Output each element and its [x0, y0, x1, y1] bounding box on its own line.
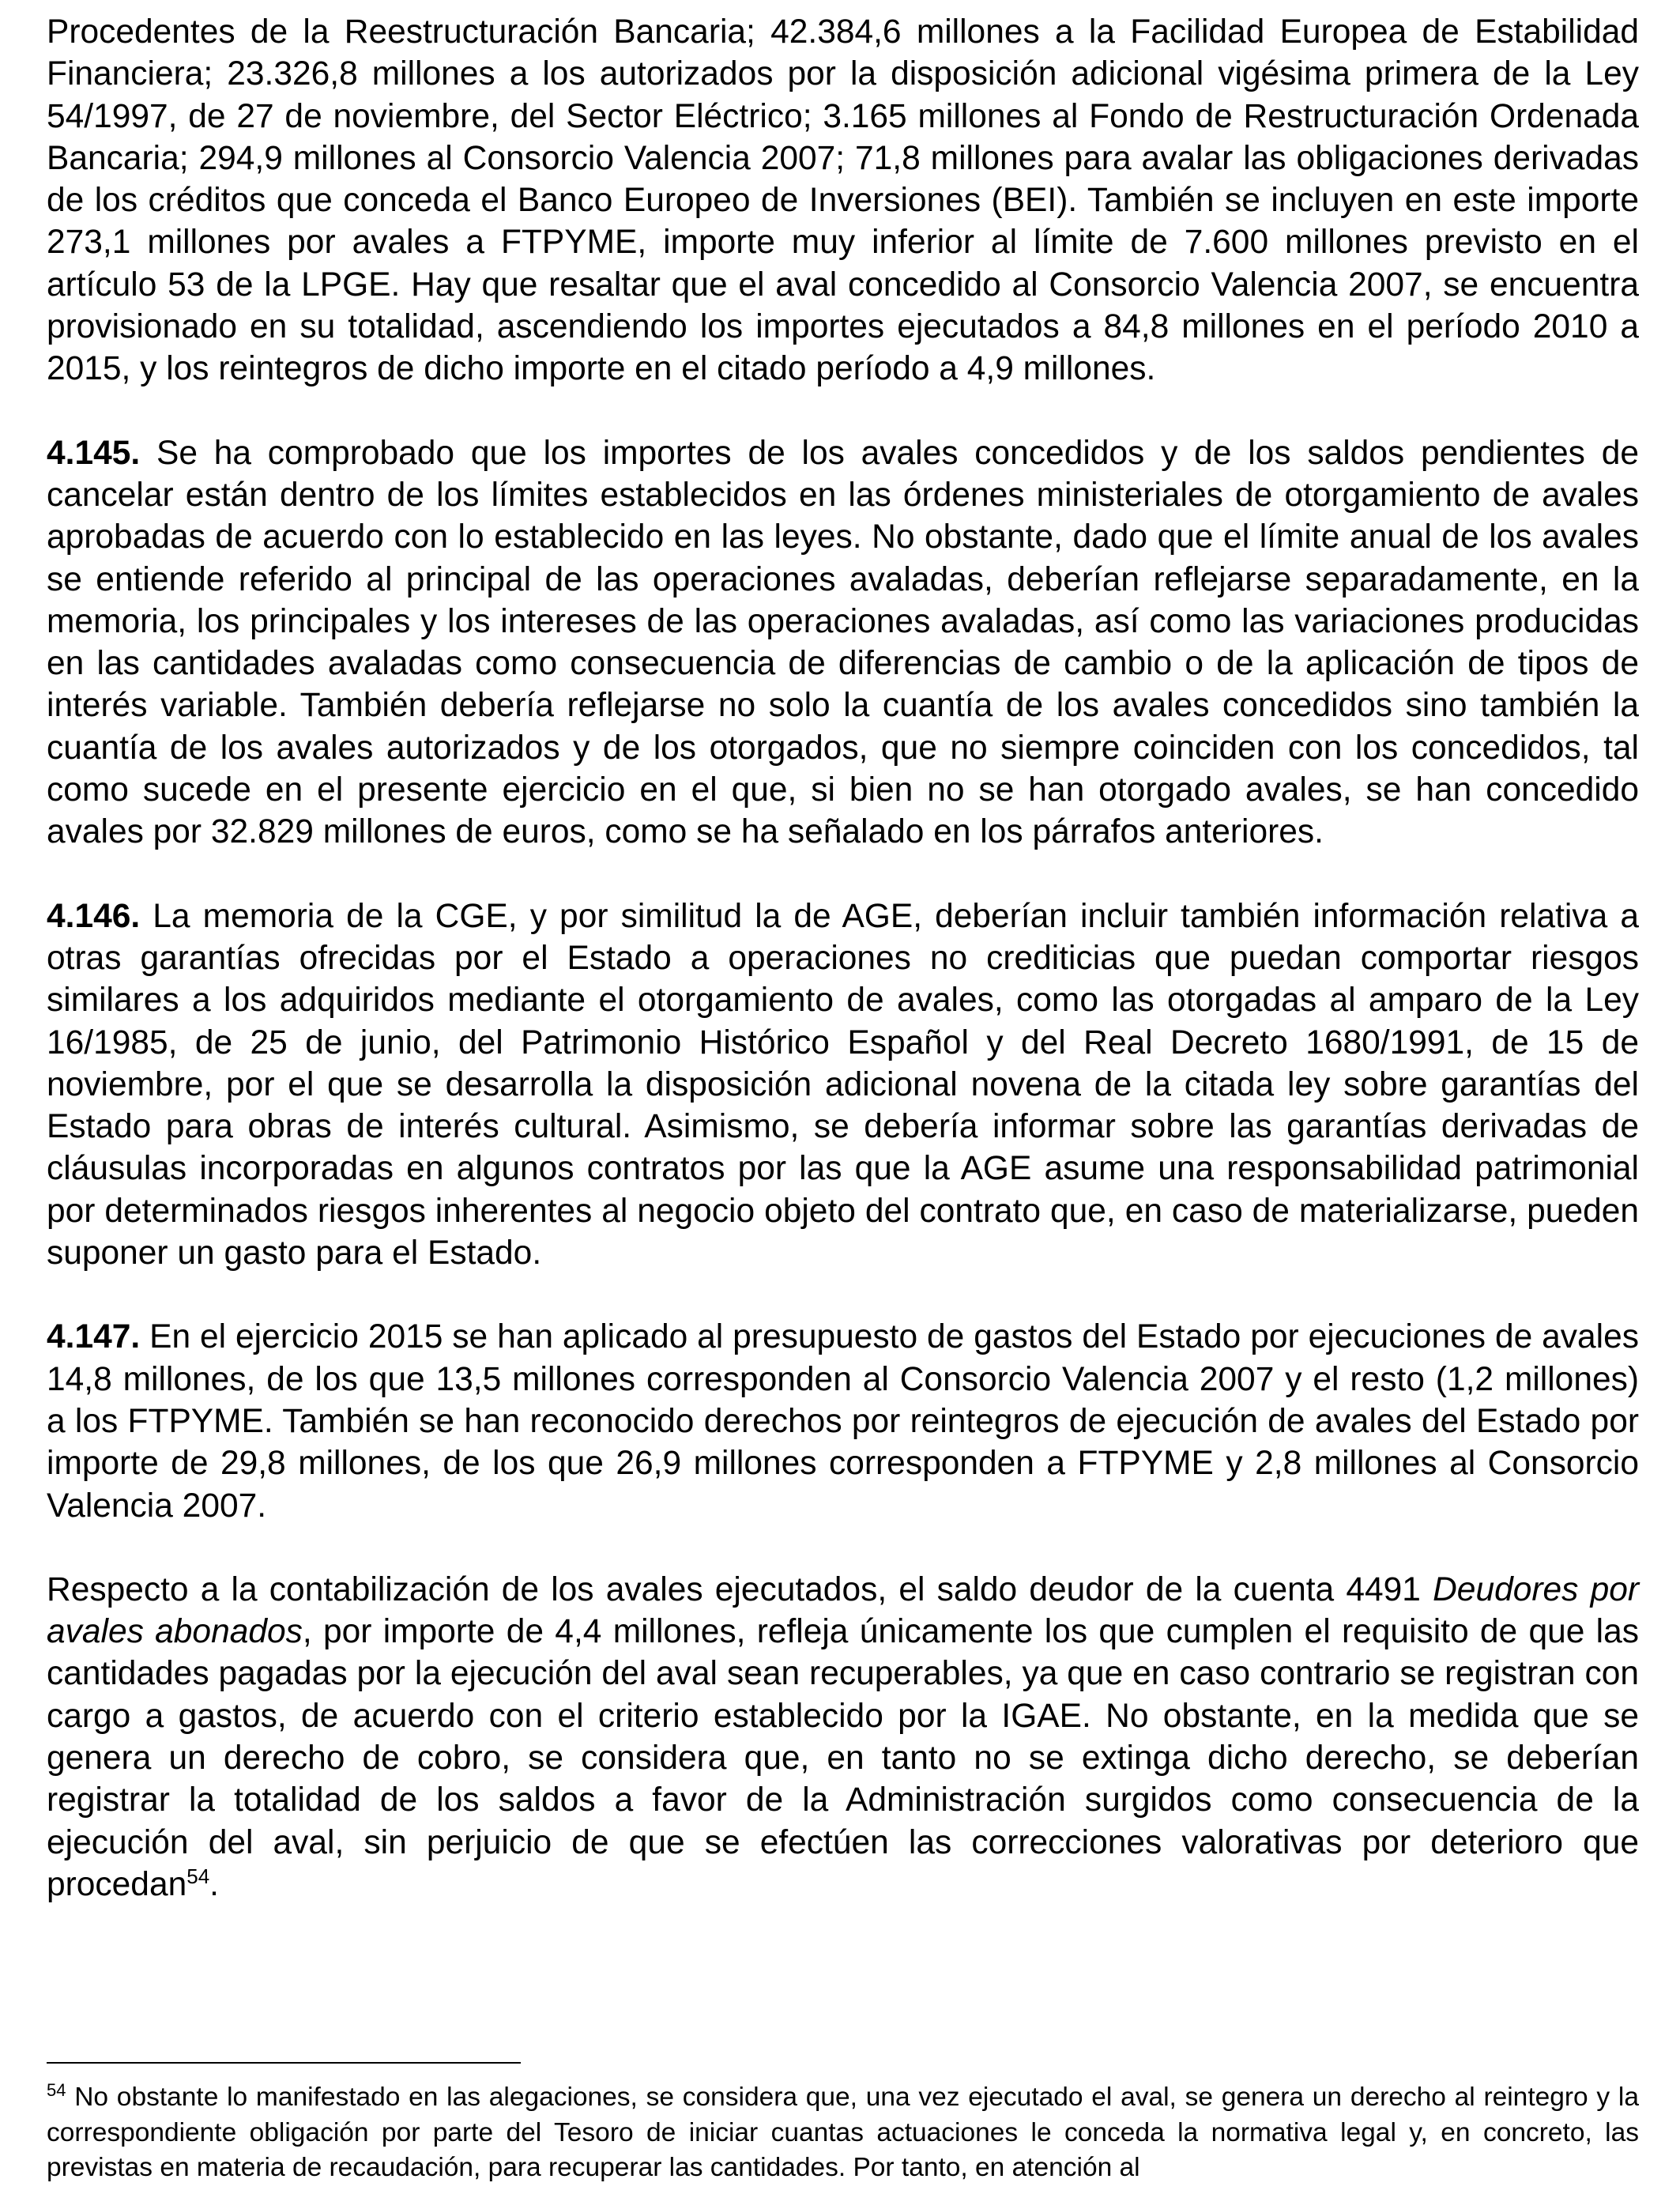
footnote-text: No obstante lo manifestado en las alegaciones, se considera que, una vez ejecutado el aval, se genera un derecho al reintegro y la correspondiente obligación por parte del Tesoro de iniciar cuantas actuaciones le conceda la normativa legal y, en concreto, las previstas en materia de recaudación, para recuperar las cantidades. Por tanto, en atención al — [47, 2083, 1639, 2182]
paragraph-4-145 — [47, 432, 1639, 854]
footnote-reference[interactable]: 54 — [186, 1864, 210, 1888]
paragraph-text: La memoria de la CGE, y por similitud la de AGE, deberían incluir también información relativa a otras garantías ofrecidas por el Estado a operaciones no crediticias que puedan comportar riesgos similares a los adquiridos mediante el otorgamiento de avales, como las otorgadas al amparo de la Ley 16/1985, de 25 de junio, del Patrimonio Histórico Español y del Real Decreto 1680/1991, de 15 de noviembre, por el que se desarrolla la disposición adicional novena de la citada ley sobre garantías del Estado para obras de interés cultural. Asimismo, se debería informar sobre las garantías derivadas de cláusulas incorporadas en algunos contratos por las que la AGE asume una responsabilidad patrimonial por determinados riesgos inherentes al negocio objeto del contrato que, en caso de materializarse, pueden suponer un gasto para el Estado. — [47, 897, 1639, 1272]
paragraph-number: 4.145. — [47, 434, 141, 472]
paragraph-text: En el ejercicio 2015 se han aplicado al presupuesto de gastos del Estado por ejecuciones de avales 14,8 millones, de los que 13,5 millones corresponden al Consorcio Valencia 2007 y el resto (1,2 millones) a los FTPYME. También se han reconocido derechos por reintegros de ejecución de avales del Estado por importe de 29,8 millones, de los que 26,9 millones corresponden a FTPYME y 2,8 millones al Consorcio Valencia 2007. — [47, 1318, 1639, 1525]
document-body — [47, 11, 1639, 1947]
paragraph-text: Procedentes de la Reestructuración Bancaria; 42.384,6 millones a la Facilidad Europea de Estabilidad Financiera; 23.326,8 millones a los autorizados por la disposición adicional vigésima primera de la Ley 54/1997, de 27 de noviembre, del Sector Eléctrico; 3.165 millones al Fondo de Restructuración Ordenada Bancaria; 294,9 millones al Consorcio Valencia 2007; 71,8 millones para avalar las obligaciones derivadas de los créditos que conceda el Banco Europeo de Inversiones (BEI). También se incluyen en este importe 273,1 millones por avales a FTPYME, importe muy inferior al límite de 7.600 millones previsto en el artículo 53 de la LPGE. Hay que resaltar que el aval concedido al Consorcio Valencia 2007, se encuentra provisionado en su totalidad, ascendiendo los importes ejecutados a 84,8 millones en el período 2010 a 2015, y los reintegros de dicho importe en el citado período a 4,9 millones. — [47, 13, 1639, 388]
paragraph-text: . — [209, 1865, 219, 1903]
footnote — [47, 2080, 1639, 2186]
paragraph-avales-ejecutados — [47, 1569, 1639, 1906]
paragraph-4-146 — [47, 895, 1639, 1275]
footnote-marker: 54 — [47, 2079, 66, 2100]
paragraph-continuation — [47, 11, 1639, 390]
footnote-separator — [47, 2062, 521, 2064]
paragraph-4-147 — [47, 1316, 1639, 1526]
paragraph-text: Se ha comprobado que los importes de los avales concedidos y de los saldos pendientes de cancelar están dentro de los límites establecidos en las órdenes ministeriales de otorgamiento de avales aprobadas de acuerdo con lo establecido en las leyes. No obstante, dado que el límite anual de los avales se entiende referido al principal de las operaciones avaladas, deberían reflejarse separadamente, en la memoria, los principales y los intereses de las operaciones avaladas, así como las variaciones producidas en las cantidades avaladas como consecuencia de diferencias de cambio o de la aplicación de tipos de interés variable. También debería reflejarse no solo la cuantía de los avales concedidos sino también la cuantía de los avales autorizados y de los otorgados, que no siempre coinciden con los concedidos, tal como sucede en el presente ejercicio en el que, si bien no se han otorgado avales, se han concedido avales por 32.829 millones de euros, como se ha señalado en los párrafos anteriores. — [47, 434, 1639, 851]
account-name-italic: Deudores por avales abonados — [47, 1570, 1639, 1651]
paragraph-number: 4.147. — [47, 1318, 141, 1356]
paragraph-number: 4.146. — [47, 897, 141, 935]
paragraph-text: Respecto a la contabilización de los avales ejecutados, el saldo deudor de la cuenta 4491 — [47, 1570, 1433, 1608]
paragraph-text: , por importe de 4,4 millones, refleja únicamente los que cumplen el requisito de que las cantidades pagadas por la ejecución del aval sean recuperables, ya que en caso contrario se registran con cargo a gastos, de acuerdo con el criterio establecido por la IGAE. No obstante, en la medida que se genera un derecho de cobro, se considera que, en tanto no se extinga dicho derecho, se deberían registrar la totalidad de los saldos a favor de la Administración surgidos como consecuencia de la ejecución del aval, sin perjuicio de que se efectúen las correcciones valorativas por deterioro que procedan — [47, 1613, 1640, 1903]
